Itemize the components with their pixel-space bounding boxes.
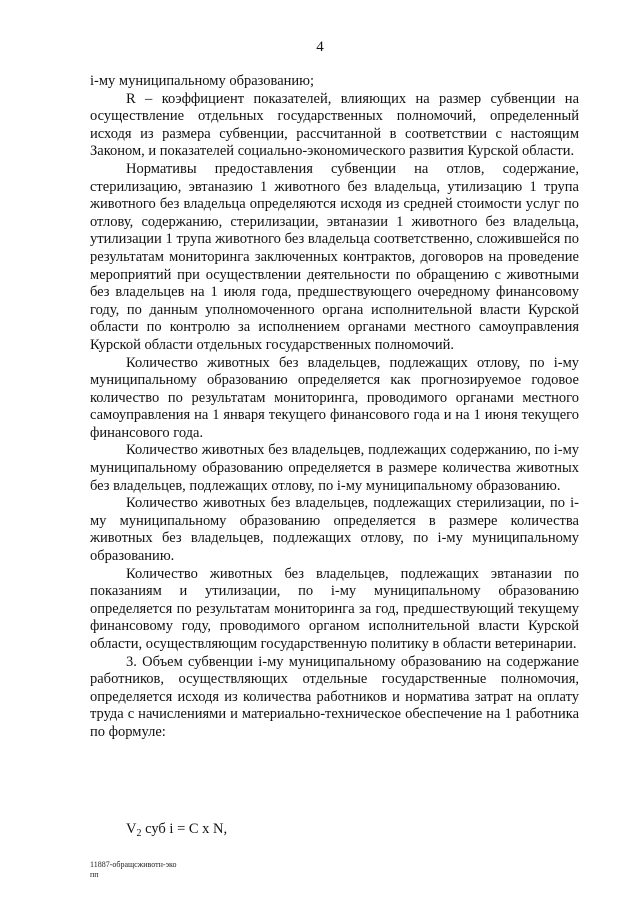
page-number: 4 bbox=[316, 39, 324, 55]
paragraph-continuation: i-му муниципальному образованию; bbox=[90, 73, 315, 89]
footer-initials: пп bbox=[90, 870, 99, 879]
footer-file-code: 11887-обращсживотн-эко bbox=[90, 860, 177, 869]
formula-subscript: 2 bbox=[136, 828, 142, 839]
paragraph-euthanasia-count: Количество животных без владельцев, подлежащих эвтаназии по показаниям и утилизации, по i-му муниципальному образованию определяется по результатам мониторинга за год, предшествующий текущему финансовому году, проводимого органом исполнительной власти Курской области, осуществляющим государственную политику в области ветеринарии. bbox=[90, 565, 579, 652]
paragraph-sterilization-count: Количество животных без владельцев, подлежащих стерилизации, по i-му муниципальному образованию определяется в размере количества животных без владельцев, подлежащих отлову, по i-му муниципальному образованию. bbox=[90, 495, 579, 565]
paragraph-section-3: 3. Объем субвенции i-му муниципальному образованию на содержание работников, осуществляющих отдельные государственные полномочия, определяется исходя из количества работников и норматива затрат на оплату труда с начислениями и материально-техническое обеспечение на 1 работника по формуле: bbox=[90, 653, 579, 740]
document-body bbox=[90, 73, 579, 742]
document-footer bbox=[90, 860, 176, 880]
paragraph-capture-count: Количество животных без владельцев, подлежащих отлову, по i-му муниципальному образованию определяется как прогнозируемое годовое количество по результатам мониторинга, проводимого органами местного самоуправления на 1 января текущего финансового года и на 1 июня текущего финансового года. bbox=[90, 354, 579, 441]
formula bbox=[126, 820, 227, 843]
formula-lhs: V bbox=[126, 821, 137, 837]
paragraph-coefficient-r: R – коэффициент показателей, влияющих на размер субвенции на осуществление отдельных государственных полномочий, определенный исходя из размера субвенции, рассчитанной в соответствии с настоящим Законом, и показателей социально-экономического развития Курской области. bbox=[90, 90, 579, 160]
paragraph-keeping-count: Количество животных без владельцев, подлежащих содержанию, по i-му муниципальному образованию определяется в размере количества животных без владельцев, подлежащих отлову, по i-му муниципальному образованию. bbox=[90, 442, 579, 494]
paragraph-subvention-norms: Нормативы предоставления субвенции на отлов, содержание, стерилизацию, эвтаназию 1 животного без владельца, утилизацию 1 трупа животного без владельца определяются исходя из средней стоимости услуг по отлову, содержанию, стерилизации, эвтаназии 1 животного без владельца, утилизации 1 трупа животного без владельца соответственно, сложившейся по результатам мониторинга заключенных контрактов, договоров на проведение мероприятий при осуществлении деятельности по обращению с животными без владельцев на 1 июля года, предшествующего очередному финансовому году, по данным уполномоченного органа исполнительной власти Курской области по контролю за исполнением органами местного самоуправления Курской области отдельных государственных полномочий. bbox=[90, 160, 579, 353]
formula-rest: суб i = C x N, bbox=[141, 821, 228, 837]
